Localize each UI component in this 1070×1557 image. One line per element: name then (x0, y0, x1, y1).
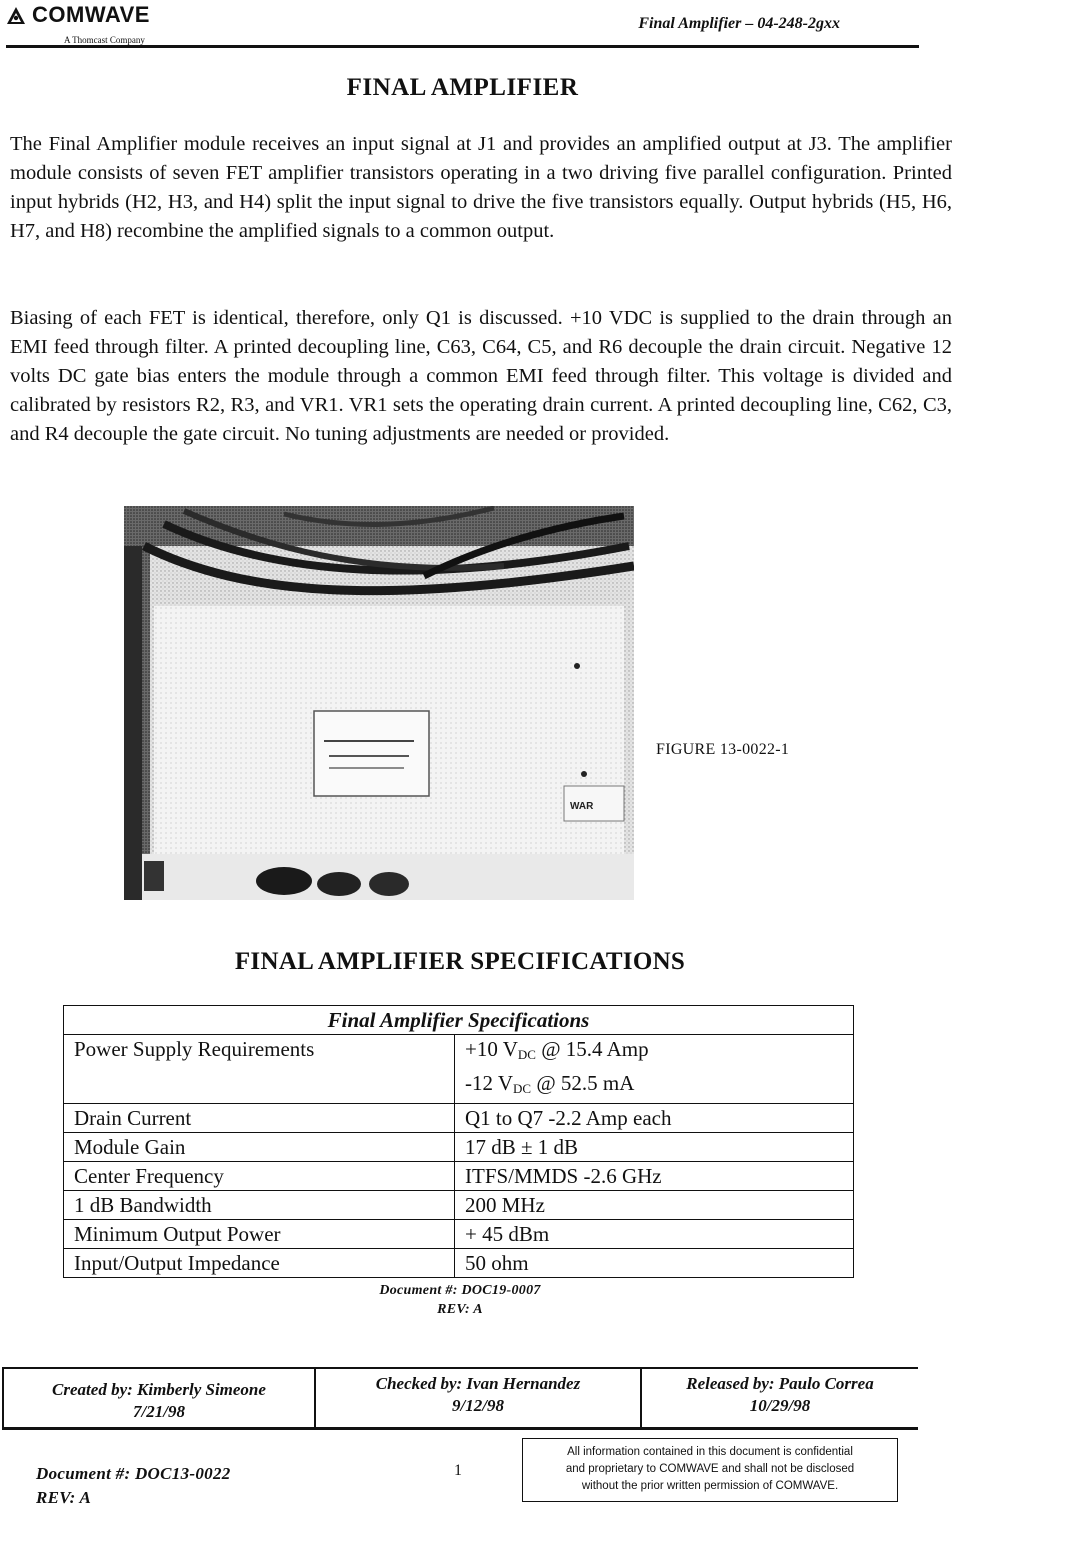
table-row (64, 1133, 854, 1162)
confidential-line: without the prior written permission of COMWAVE. (581, 1480, 839, 1492)
company-logo (6, 2, 196, 46)
spec-table (63, 1005, 854, 1278)
spec-label: Minimum Output Power (64, 1220, 455, 1249)
spec-label: Drain Current (64, 1104, 455, 1133)
checked-date: 9/12/98 (452, 1396, 504, 1415)
table-row (64, 1035, 854, 1104)
spec-value: + 45 dBm (455, 1220, 854, 1249)
spec-value: 200 MHz (455, 1191, 854, 1220)
confidentiality-notice (522, 1438, 898, 1502)
released-by: Released by: Paulo Correa (686, 1374, 874, 1393)
checked-by: Checked by: Ivan Hernandez (375, 1374, 581, 1393)
spec-table-caption: Final Amplifier Specifications (64, 1006, 854, 1035)
footer-document-number: Document #: DOC13-0022 (36, 1464, 231, 1483)
spec-heading: FINAL AMPLIFIER SPECIFICATIONS (234, 948, 686, 975)
page-title: FINAL AMPLIFIER (346, 74, 579, 101)
table-row (64, 1104, 854, 1133)
spec-label: Module Gain (64, 1133, 455, 1162)
spec-document-rev: REV: A (437, 1302, 483, 1317)
table-row (64, 1249, 854, 1278)
spec-value (455, 1035, 854, 1104)
spec-table-header-row (64, 1006, 854, 1035)
created-by-cell (4, 1369, 316, 1427)
created-date: 7/21/98 (133, 1402, 185, 1421)
intro-paragraph: The Final Amplifier module receives an input signal at J1 and provides an amplified output at J3. The amplifier module consists of seven FET amplifier transistors operating in a two driving five parallel configuration. Printed input hybrids (H2, H3, and H4) split the input signal to drive the five transistors equally. Output hybrids (H5, H6, H7, and H8) recombine the amplified signals to a common output. (10, 133, 952, 242)
page-number: 1 (454, 1462, 462, 1479)
signoff-table (2, 1367, 918, 1430)
amplifier-module-photo (124, 506, 634, 900)
checked-by-cell (316, 1369, 642, 1427)
document-header-title: Final Amplifier – 04-248-2gxx (638, 15, 840, 32)
table-row (64, 1191, 854, 1220)
header-divider (6, 45, 919, 48)
spec-label: Power Supply Requirements (64, 1035, 455, 1104)
company-name: COMWAVE (32, 2, 150, 27)
confidential-line: and proprietary to COMWAVE and shall not be disclosed (565, 1463, 855, 1475)
company-tagline: A Thomcast Company (64, 35, 145, 45)
footer-document-reference (36, 1462, 231, 1510)
released-date: 10/29/98 (749, 1396, 811, 1415)
spec-value: ITFS/MMDS -2.6 GHz (455, 1162, 854, 1191)
photo-label-text: WAR (570, 801, 594, 812)
footer-document-rev: REV: A (36, 1488, 92, 1507)
figure-caption: FIGURE 13-0022-1 (656, 741, 790, 758)
spec-label: Input/Output Impedance (64, 1249, 455, 1278)
spec-value: 17 dB ± 1 dB (455, 1133, 854, 1162)
confidential-line: All information contained in this document is confidential (567, 1446, 853, 1458)
power-line-1: +10 $V_{DC}$ @ 15.4 Amp (465, 1037, 649, 1062)
spec-value: Q1 to Q7 -2.2 Amp each (455, 1104, 854, 1133)
biasing-paragraph: Biasing of each FET is identical, therefore, only Q1 is discussed. +10 VDC is supplied to the drain through an EMI feed through filter. A printed decoupling line, C63, C64, C5, and R6 decouple the drain circuit. Negative 12 volts DC gate bias enters the module through a common EMI feed through filter. This voltage is divided and calibrated by resistors R2, R3, and VR1. VR1 sets the operating drain current. A printed decoupling line, C62, C3, and R4 decouple the gate circuit. No tuning adjustments are needed or provided. (10, 307, 952, 445)
created-by: Created by: Kimberly Simeone (52, 1380, 266, 1399)
spec-value: 50 ohm (455, 1249, 854, 1278)
spec-document-reference (0, 1281, 920, 1319)
table-row (64, 1220, 854, 1249)
comwave-logo-icon (6, 6, 26, 26)
spec-label: Center Frequency (64, 1162, 455, 1191)
spec-label: 1 dB Bandwidth (64, 1191, 455, 1220)
table-row (64, 1162, 854, 1191)
power-line-2: -12 $V_{DC}$ @ 52.5 mA (465, 1071, 635, 1096)
spec-document-number: Document #: DOC19-0007 (379, 1283, 541, 1298)
released-by-cell (642, 1369, 918, 1427)
